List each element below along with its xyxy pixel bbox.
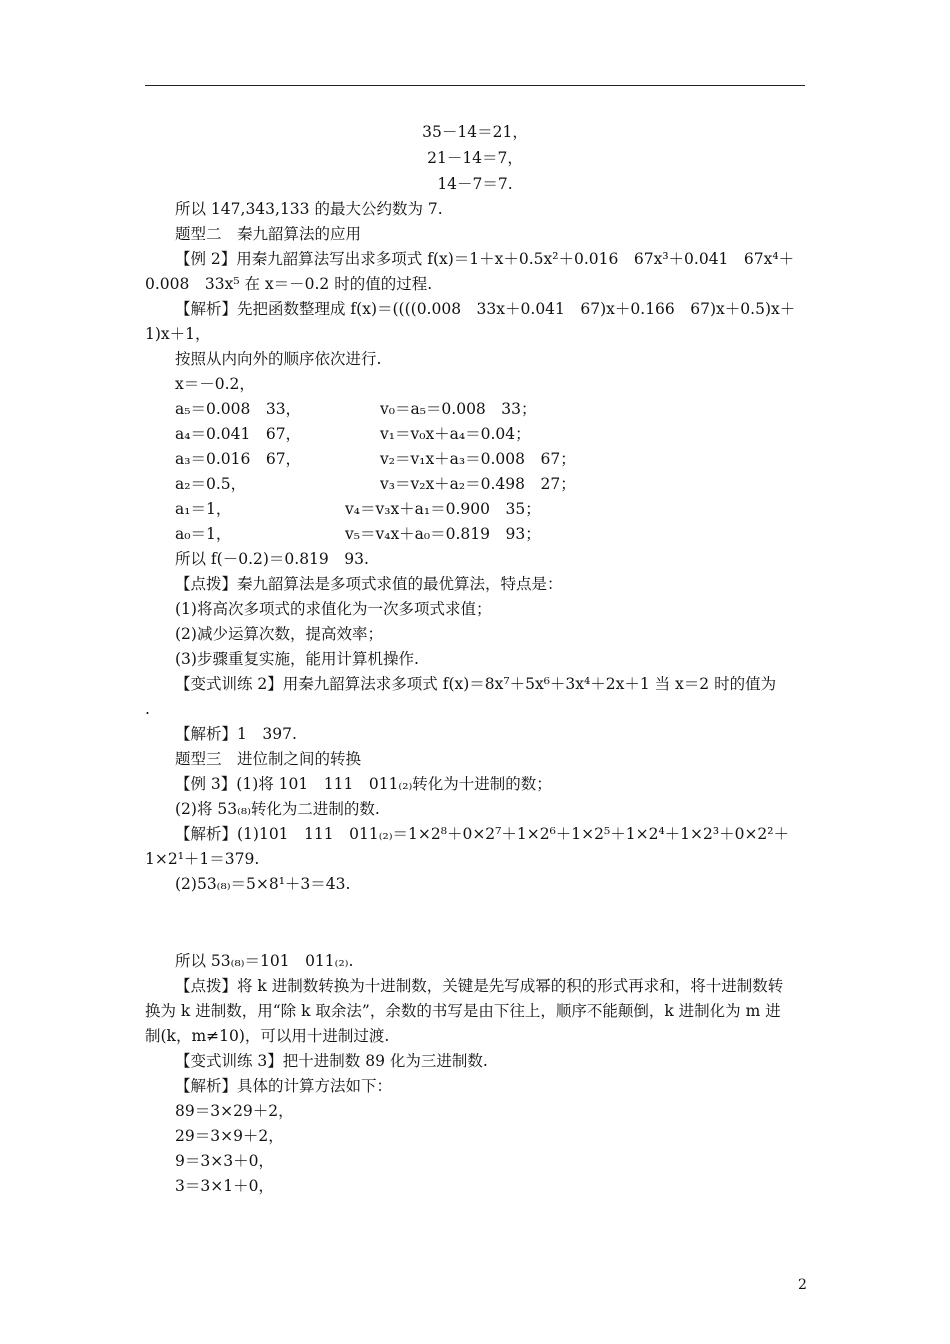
step-v1: v₁＝v₀x＋a₄＝0.04； [380,425,531,443]
calc-line-3: 14－7＝7. [437,175,513,193]
step-v3: v₃＝v₂x＋a₂＝0.498 27； [380,475,576,493]
text-line: 所以 f(－0.2)＝0.819 93. [175,550,369,568]
step-v5: v₅＝v₄x＋a₀＝0.819 93； [345,525,541,543]
analysis-line: 【解析】1 397. [175,725,297,743]
text-line: 制(k，m≠10)，可以用十进制过渡. [145,1027,390,1045]
coef-a1: a₁＝1， [175,500,232,518]
example-statement: 【例 3】(1)将 101 111 011₍₂₎转化为十进制的数； [175,775,552,793]
tip-item: (3)步骤重复实施，能用计算机操作. [175,650,419,668]
tip-heading: 【点拨】秦九韶算法是多项式求值的最优算法，特点是： [175,575,563,593]
text-line: 按照从内向外的顺序依次进行. [175,350,382,368]
header-rule [145,85,805,86]
calc-line-2: 21－14＝7， [427,149,523,167]
analysis-line: 【解析】具体的计算方法如下： [175,1077,393,1095]
text-line: . [145,700,150,718]
text-line: 1)x＋1， [145,325,211,343]
page-number: 2 [798,1277,807,1293]
text-line: (2)将 53₍₈₎转化为二进制的数. [175,800,380,818]
calc-line: 29＝3×9＋2， [175,1127,284,1145]
text-line: 所以 53₍₈₎＝101 011₍₂₎. [175,952,354,970]
text-line: 换为 k 进制数，用“除 k 取余法”，余数的书写是由下往上，顺序不能颠倒，k 进制化为 m 进 [145,1002,781,1020]
coef-a5: a₅＝0.008 33， [175,400,302,418]
calc-line: 9＝3×3＋0， [175,1152,274,1170]
step-v2: v₂＝v₁x＋a₃＝0.008 67； [380,450,576,468]
tip-heading: 【点拨】将 k 进制数转换为十进制数，关键是先写成幂的积的形式再求和，将十进制数转 [175,977,784,995]
step-v4: v₄＝v₃x＋a₁＝0.900 35； [345,500,541,518]
exercise-statement: 【变式训练 3】把十进制数 89 化为三进制数. [175,1052,488,1070]
coef-a0: a₀＝1， [175,525,232,543]
step-v0: v₀＝a₅＝0.008 33； [380,400,537,418]
analysis-line: 【解析】(1)101 111 011₍₂₎＝1×2⁸＋0×2⁷＋1×2⁶＋1×2⁵＋1×2⁴＋1×2³＋0×2²＋ [175,825,790,843]
section-heading: 题型三 进位制之间的转换 [175,750,362,768]
example-statement: 【例 2】用秦九韶算法写出求多项式 f(x)＝1＋x＋0.5x²＋0.016 67x³＋0.041 67x⁴＋ [175,250,795,268]
text-line: x＝－0.2， [175,375,255,393]
text-line: 所以 147,343,133 的最大公约数为 7. [175,200,443,218]
coef-a3: a₃＝0.016 67， [175,450,302,468]
text-line: (2)53₍₈₎＝5×8¹＋3＝43. [175,875,351,893]
text-line: 1×2¹＋1＝379. [145,850,260,868]
coef-a2: a₂＝0.5， [175,475,247,493]
calc-line: 3＝3×1＋0， [175,1177,274,1195]
section-heading: 题型二 秦九韶算法的应用 [175,225,362,243]
calc-line: 89＝3×29＋2， [175,1102,294,1120]
calc-line-1: 35－14＝21， [422,123,528,141]
text-line: 0.008 33x⁵ 在 x＝－0.2 时的值的过程. [145,275,433,293]
coef-a4: a₄＝0.041 67， [175,425,302,443]
exercise-statement: 【变式训练 2】用秦九韶算法求多项式 f(x)＝8x⁷＋5x⁶＋3x⁴＋2x＋1 当 x＝2 时的值为 [175,675,777,693]
tip-item: (2)减少运算次数，提高效率； [175,625,383,643]
analysis-line: 【解析】先把函数整理成 f(x)＝((((0.008 33x＋0.041 67)x＋0.166 67)x＋0.5)x＋ [175,300,796,318]
tip-item: (1)将高次多项式的求值化为一次多项式求值； [175,600,492,618]
